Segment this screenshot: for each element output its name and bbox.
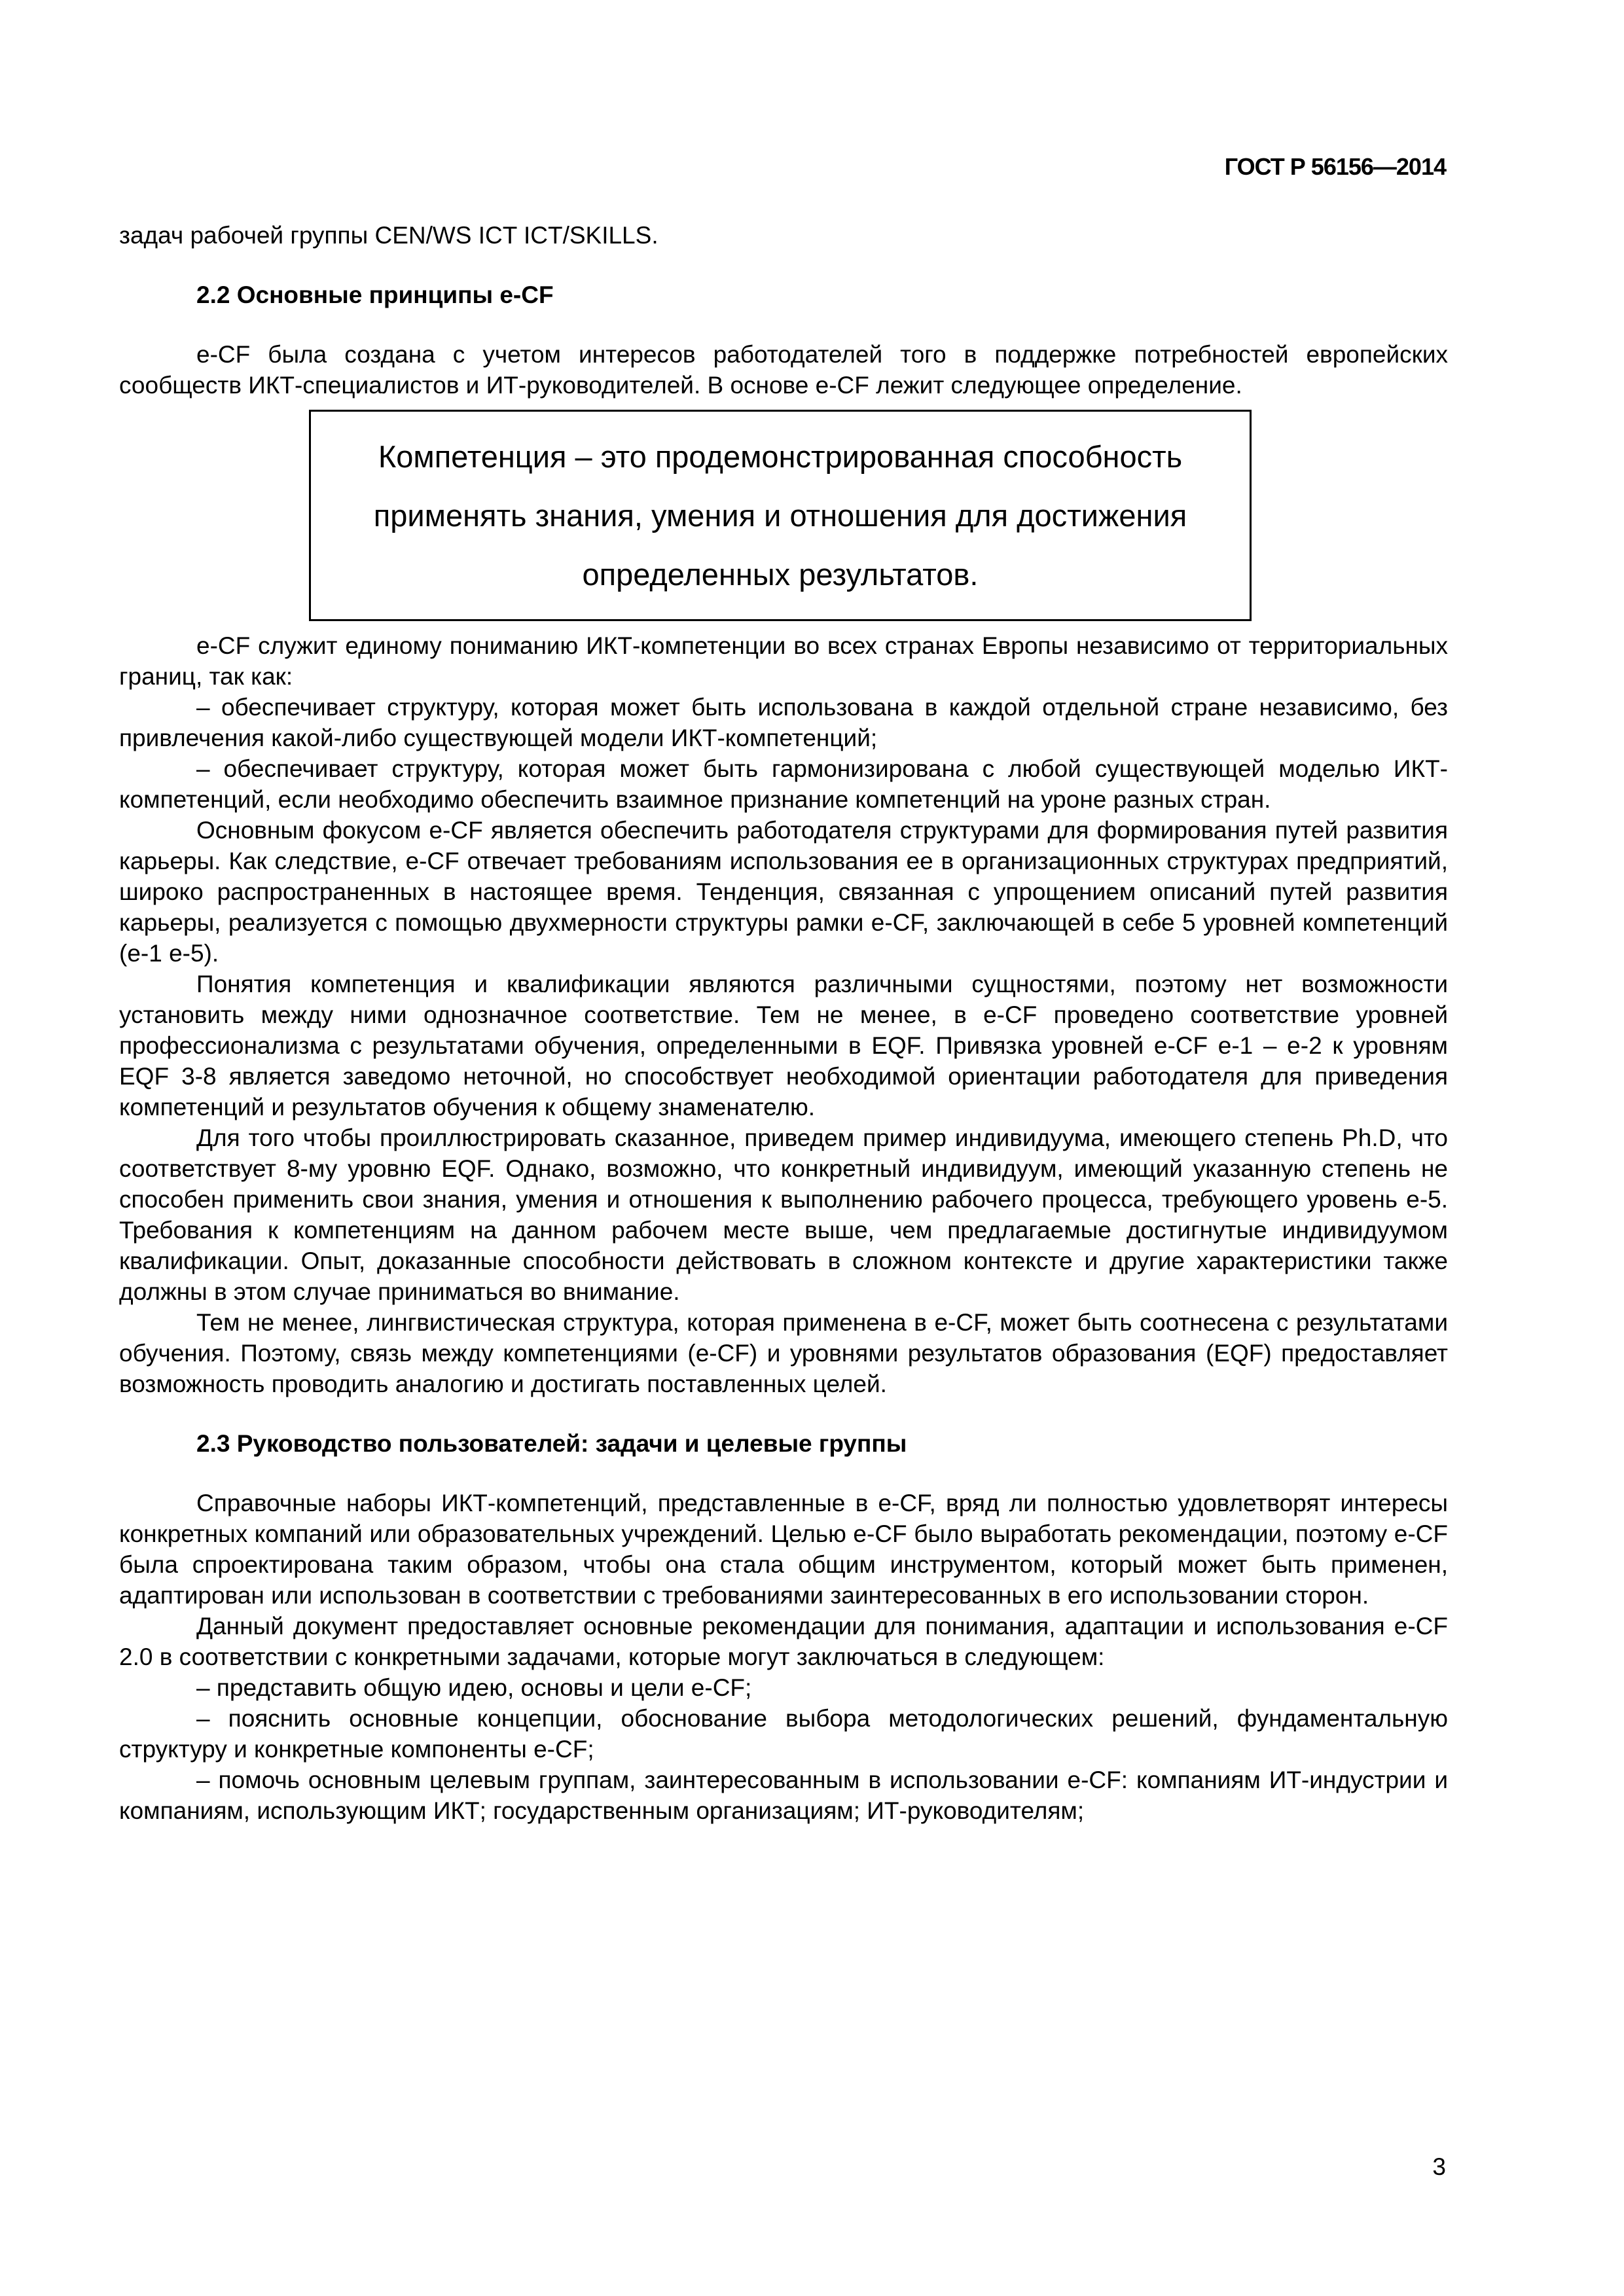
list-item: – помочь основным целевым группам, заинтересованным в использовании e-CF: компаниям ИТ-индустрии и компаниям, использующим ИКТ; государственным организациям; ИТ-руководителям; — [119, 1767, 1448, 1824]
section-heading-2-2: 2.2 Основные принципы e-CF — [196, 281, 554, 308]
document-body — [119, 220, 1448, 1826]
paragraph: Понятия компетенция и квалификации являются различными сущностями, поэтому нет возможности установить между ними однозначное соответствие. Тем не менее, в e-CF проведено соответствие уровней профессионализма с результатами обучения, определенными в EQF. Привязка уровней e-CF е-1 – е-2 к уровням EQF 3-8 является заведомо неточной, но способствует необходимой ориентации работодателя для приведения компетенций и результатов обучения к общему знаменателю. — [119, 971, 1448, 1121]
definition-box — [309, 410, 1252, 621]
list-item: – обеспечивает структуру, которая может быть гармонизирована с любой существующей моделью ИКТ-компетенций, если необходимо обеспечить взаимное признание компетенций на уроне разных стран. — [119, 755, 1448, 813]
document-id-header: ГОСТ Р 56156—2014 — [1224, 153, 1446, 180]
definition-text: Компетенция – это продемонстрированная способность применять знания, умения и отношения для достижения определенных результатов. — [373, 439, 1187, 592]
paragraph: e-CF служит единому пониманию ИКТ-компетенции во всех странах Европы независимо от территориальных границ, так как: — [119, 632, 1448, 690]
paragraph: e-CF была создана с учетом интересов работодателей того в поддержке потребностей европейских сообществ ИКТ-специалистов и ИТ-руководителей. В основе e-CF лежит следующее определение. — [119, 341, 1448, 399]
paragraph: Тем не менее, лингвистическая структура, которая применена в e-CF, может быть соотнесена с результатами обучения. Поэтому, связь между компетенциями (e-CF) и уровнями результатов образования (EQF) предоставляет возможность проводить аналогию и достигать поставленных целей. — [119, 1309, 1448, 1397]
paragraph: Справочные наборы ИКТ-компетенций, представленные в e-CF, вряд ли полностью удовлетворят интересы конкретных компаний или образовательных учреждений. Целью e-CF было выработать рекомендации, поэтому e-CF была спроектирована таким образом, чтобы она стала общим инструментом, который может быть применен, адаптирован или использован в соответствии с требованиями заинтересованных в его использовании сторон. — [119, 1490, 1448, 1609]
list-item: – обеспечивает структуру, которая может быть использована в каждой отдельной стране независимо, без привлечения какой-либо существующей модели ИКТ-компетенций; — [119, 694, 1448, 751]
page-number: 3 — [1432, 2153, 1446, 2180]
section-heading-2-3: 2.3 Руководство пользователей: задачи и целевые группы — [196, 1430, 907, 1457]
list-item: – представить общую идею, основы и цели e-CF; — [196, 1674, 752, 1701]
paragraph: Для того чтобы проиллюстрировать сказанное, приведем пример индивидуума, имеющего степень Ph.D, что соответствует 8-му уровню EQF. Однако, возможно, что конкретный индивидуум, имеющий указанную степень не способен применить свои знания, умения и отношения к выполнению рабочего процесса, требующего уровень е-5. Требования к компетенциям на данном рабочем месте выше, чем предлагаемые достигнутые индивидуумом квалификации. Опыт, доказанные способности действовать в сложном контексте и другие характеристики также должны в этом случае приниматься во внимание. — [119, 1124, 1448, 1305]
paragraph: Основным фокусом e-CF является обеспечить работодателя структурами для формирования путей развития карьеры. Как следствие, e-CF отвечает требованиям использования ее в организационных структурах предприятий, широко распространенных в настоящее время. Тенденция, связанная с упрощением описаний путей развития карьеры, реализуется с помощью двухмерности структуры рамки e-CF, заключающей в себе 5 уровней компетенций (е-1 е-5). — [119, 817, 1448, 967]
list-item: – пояснить основные концепции, обоснование выбора методологических решений, фундаментальную структуру и конкретные компоненты e-CF; — [119, 1705, 1448, 1763]
paragraph: Данный документ предоставляет основные рекомендации для понимания, адаптации и использования e-CF 2.0 в соответствии с конкретными задачами, которые могут заключаться в следующем: — [119, 1613, 1448, 1670]
paragraph-intro: задач рабочей группы CEN/WS ICT ICT/SKILLS. — [119, 222, 659, 249]
